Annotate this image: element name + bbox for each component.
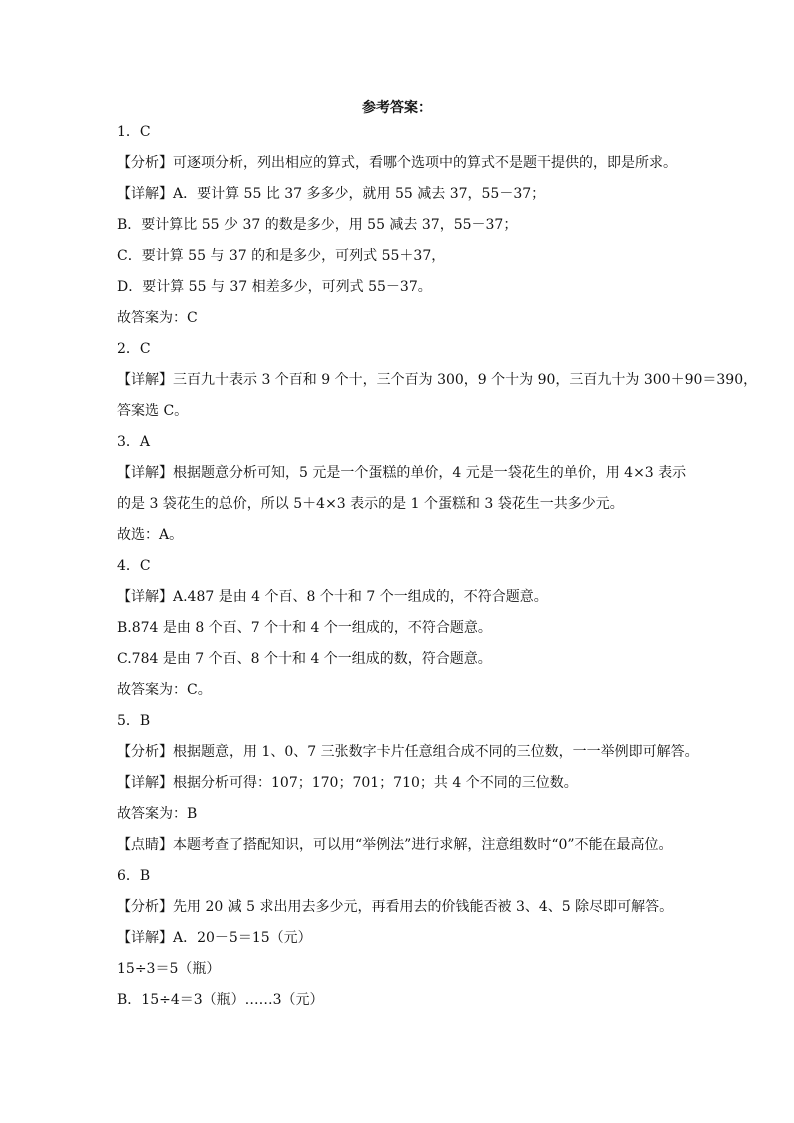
answer-line: 【详解】A．20－5＝15（元） <box>117 930 312 946</box>
answer-line: 【点睛】本题考查了搭配知识，可以用“举例法”进行求解，注意组数时“0”不能在最高位。 <box>117 837 673 853</box>
answer-line: B．要计算比 55 少 37 的数是多少，用 55 减去 37，55－37； <box>117 217 518 233</box>
answer-line: 【分析】可逐项分析，列出相应的算式，看哪个选项中的算式不是题干提供的，即是所求。 <box>117 155 677 171</box>
answer-line: 故答案为：C。 <box>117 682 212 698</box>
answer-line: 故答案为：B <box>117 806 198 822</box>
answer-line: 的是 3 袋花生的总价，所以 5＋4×3 表示的是 1 个蛋糕和 3 袋花生一共多少元。 <box>117 496 624 512</box>
answer-line: 15÷3＝5（瓶） <box>117 961 221 977</box>
answer-line: 故选：A。 <box>117 527 184 543</box>
answer-line: 【分析】根据题意，用 1、0、7 三张数字卡片任意组合成不同的三位数，一一举例即可解答。 <box>117 744 699 760</box>
answer-line: 4．C <box>117 558 151 574</box>
answer-line: 【详解】根据题意分析可知，5 元是一个蛋糕的单价，4 元是一袋花生的单价，用 4×3 表示 <box>117 465 687 481</box>
answer-line: 【详解】根据分析可得：107；170；701；710；共 4 个不同的三位数。 <box>117 775 578 791</box>
answer-line: 故答案为：C <box>117 310 198 326</box>
answer-line: 答案选 C。 <box>117 403 189 419</box>
answer-line: 3．A <box>117 434 151 450</box>
answer-line: 6．B <box>117 868 151 884</box>
answer-line: 5．B <box>117 713 151 729</box>
answer-line: 【分析】先用 20 减 5 求出用去多少元，再看用去的价钱能否被 3、4、5 除尽即可解答。 <box>117 899 674 915</box>
page-title: 参考答案： <box>362 100 432 116</box>
answer-line: 1．C <box>117 124 151 140</box>
answer-line: B．15÷4＝3（瓶）……3（元） <box>117 992 324 1008</box>
answer-line: C.784 是由 7 个百、8 个十和 4 个一组成的数，符合题意。 <box>117 651 492 667</box>
answer-line: C．要计算 55 与 37 的和是多少，可列式 55＋37， <box>117 248 446 264</box>
answer-line: 2．C <box>117 341 151 357</box>
answer-line: D．要计算 55 与 37 相差多少，可列式 55－37。 <box>117 279 432 295</box>
answer-line: 【详解】A.487 是由 4 个百、8 个十和 7 个一组成的，不符合题意。 <box>117 589 548 605</box>
answer-line: B.874 是由 8 个百、7 个十和 4 个一组成的，不符合题意。 <box>117 620 492 636</box>
answer-line: 【详解】三百九十表示 3 个百和 9 个十，三个百为 300，9 个十为 90，三百九十为 300＋90＝390， <box>117 372 758 388</box>
answer-line: 【详解】A．要计算 55 比 37 多多少，就用 55 减去 37，55－37； <box>117 186 546 202</box>
